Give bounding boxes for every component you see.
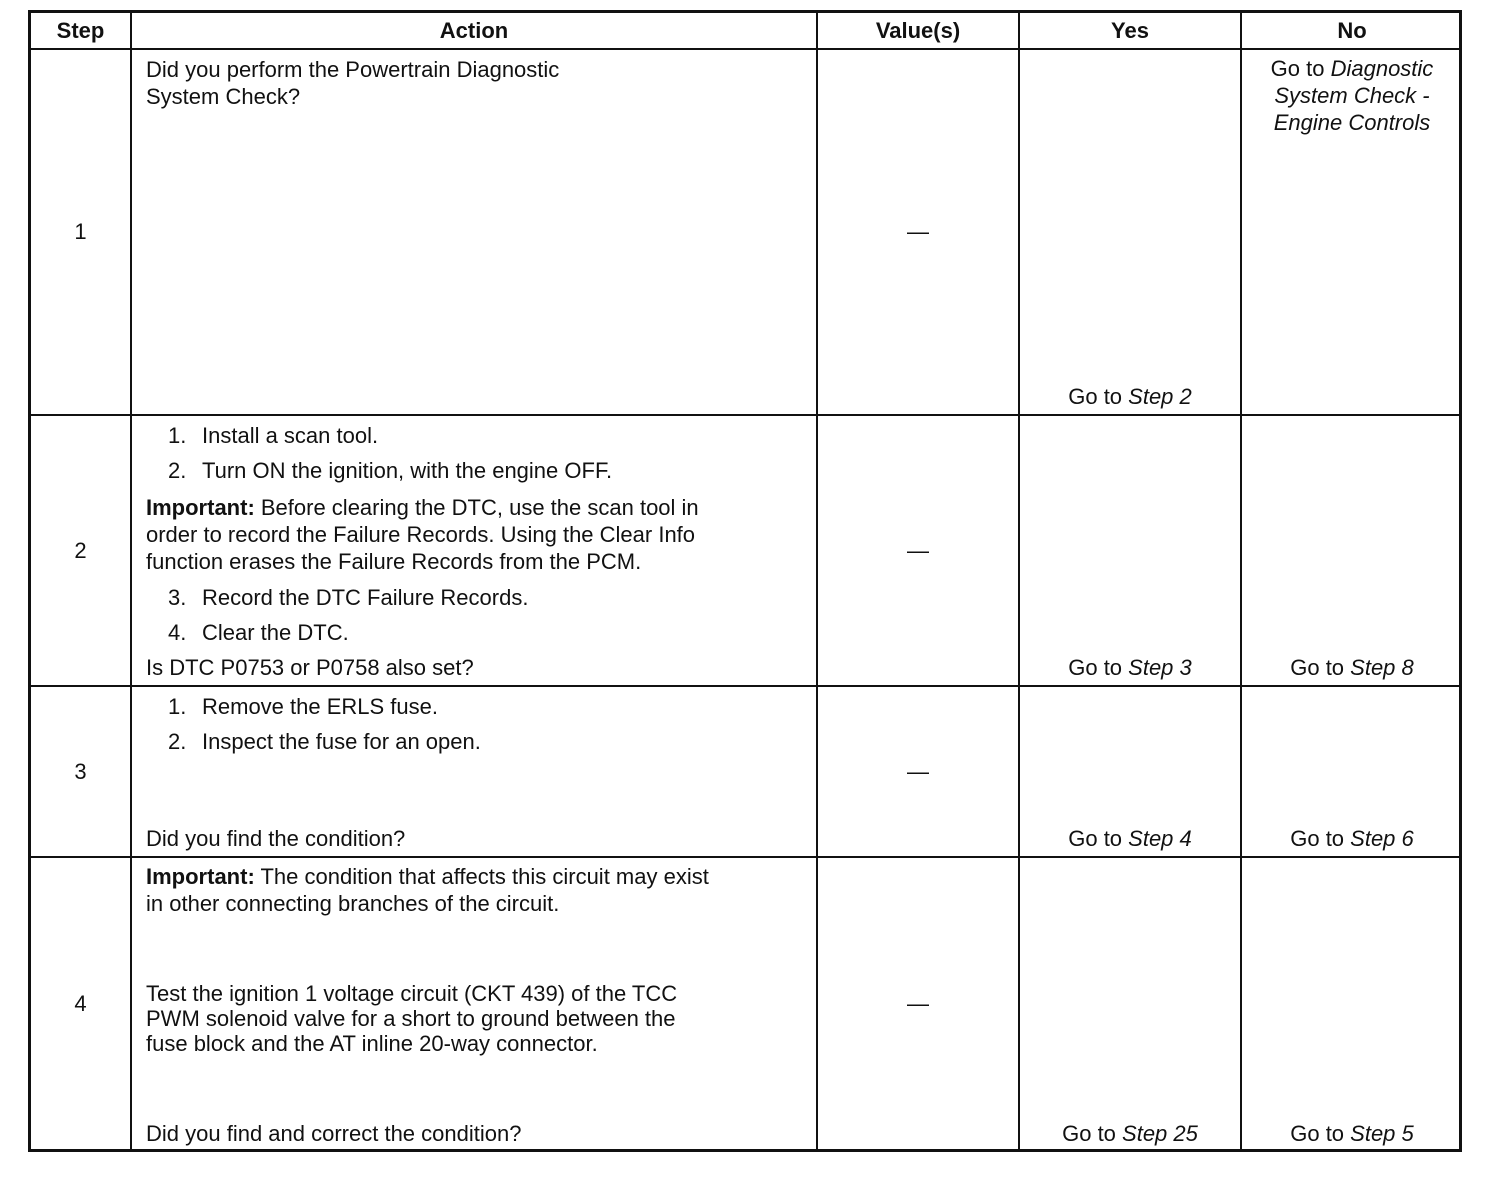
step-number: 3 bbox=[74, 758, 87, 784]
test-text: PWM solenoid valve for a short to ground between the bbox=[146, 1006, 676, 1031]
value-cell: — bbox=[907, 758, 929, 784]
goto-prefix: Go to bbox=[1290, 826, 1351, 851]
value-cell: — bbox=[907, 990, 929, 1016]
list-item bbox=[168, 422, 806, 449]
list-number: 1. bbox=[168, 694, 187, 719]
step-number: 1 bbox=[74, 219, 87, 244]
header-action: Action bbox=[439, 18, 509, 43]
list-item bbox=[168, 728, 806, 755]
test-text: Test the ignition 1 voltage circuit (CKT 439) of the TCC bbox=[146, 981, 678, 1006]
yes-goto bbox=[1020, 825, 1240, 852]
goto-step-link[interactable]: Step 2 bbox=[1128, 384, 1192, 409]
yes-goto bbox=[1020, 383, 1240, 410]
goto-prefix: Go to bbox=[1062, 1121, 1123, 1146]
action-question: Is DTC P0753 or P0758 also set? bbox=[146, 655, 474, 680]
yes-cell bbox=[1020, 687, 1240, 856]
list-text: Clear the DTC. bbox=[202, 620, 349, 645]
goto-step-link[interactable]: Step 6 bbox=[1350, 826, 1414, 851]
action-text: System Check? bbox=[146, 84, 301, 109]
list-number: 3. bbox=[168, 585, 187, 610]
list-text: Turn ON the ignition, with the engine OFF. bbox=[202, 458, 613, 483]
goto-step-link[interactable]: Step 5 bbox=[1350, 1121, 1414, 1146]
list-item bbox=[168, 584, 806, 611]
action-text: Did you perform the Powertrain Diagnostic bbox=[146, 57, 560, 82]
goto-step-link[interactable]: System Check - bbox=[1274, 83, 1430, 108]
no-cell bbox=[1242, 858, 1462, 1149]
goto-prefix: Go to bbox=[1290, 1121, 1351, 1146]
value-cell: — bbox=[907, 537, 929, 563]
action-cell bbox=[132, 858, 816, 1149]
list-number: 2. bbox=[168, 729, 187, 754]
list-text: Remove the ERLS fuse. bbox=[202, 694, 439, 719]
yes-goto bbox=[1020, 654, 1240, 681]
goto-step-link[interactable]: Step 8 bbox=[1350, 655, 1414, 680]
no-goto bbox=[1242, 55, 1462, 82]
header-values: Value(s) bbox=[875, 18, 961, 43]
test-text: fuse block and the AT inline 20-way connector. bbox=[146, 1031, 598, 1056]
goto-step-link[interactable]: Step 4 bbox=[1128, 826, 1192, 851]
yes-cell bbox=[1020, 416, 1240, 685]
header-yes: Yes bbox=[1111, 18, 1149, 43]
no-cell bbox=[1242, 50, 1462, 414]
list-number: 2. bbox=[168, 458, 187, 483]
list-item bbox=[168, 457, 806, 484]
step-number: 4 bbox=[74, 990, 87, 1016]
step-number: 2 bbox=[74, 537, 87, 563]
list-text: Inspect the fuse for an open. bbox=[202, 729, 481, 754]
important-text: in other connecting branches of the circuit. bbox=[146, 891, 560, 916]
no-cell bbox=[1242, 416, 1462, 685]
list-item bbox=[168, 619, 806, 646]
no-goto bbox=[1242, 825, 1462, 852]
list-text: Record the DTC Failure Records. bbox=[202, 585, 529, 610]
header-step: Step bbox=[56, 18, 105, 43]
action-cell bbox=[132, 50, 816, 414]
value-cell: — bbox=[907, 219, 929, 244]
action-cell bbox=[132, 687, 816, 856]
yes-goto bbox=[1020, 1120, 1240, 1147]
action-cell bbox=[132, 416, 816, 685]
diagnostic-table bbox=[28, 10, 1462, 1152]
goto-prefix: Go to bbox=[1290, 655, 1351, 680]
important-label: Important: bbox=[146, 495, 255, 520]
goto-step-link[interactable]: Diagnostic bbox=[1330, 56, 1434, 81]
goto-step-link[interactable]: Step 25 bbox=[1122, 1121, 1198, 1146]
list-number: 1. bbox=[168, 423, 187, 448]
action-question: Did you find and correct the condition? bbox=[146, 1121, 522, 1146]
list-text: Install a scan tool. bbox=[202, 423, 379, 448]
important-text: order to record the Failure Records. Using the Clear Info bbox=[146, 522, 696, 547]
goto-prefix: Go to bbox=[1068, 826, 1129, 851]
goto-step-link[interactable]: Engine Controls bbox=[1273, 110, 1431, 135]
important-note bbox=[146, 863, 806, 890]
important-text: Before clearing the DTC, use the scan tool in bbox=[254, 495, 699, 520]
goto-prefix: Go to bbox=[1068, 655, 1129, 680]
goto-step-link[interactable]: Step 3 bbox=[1128, 655, 1192, 680]
goto-prefix: Go to bbox=[1068, 384, 1129, 409]
important-note bbox=[146, 494, 806, 521]
goto-prefix: Go to bbox=[1270, 56, 1331, 81]
header-no: No bbox=[1337, 18, 1367, 43]
no-goto bbox=[1242, 1120, 1462, 1147]
list-item bbox=[168, 693, 806, 720]
yes-cell bbox=[1020, 858, 1240, 1149]
no-cell bbox=[1242, 687, 1462, 856]
list-number: 4. bbox=[168, 620, 187, 645]
important-text: The condition that affects this circuit may exist bbox=[254, 864, 709, 889]
important-text: function erases the Failure Records from the PCM. bbox=[146, 549, 642, 574]
yes-cell bbox=[1020, 50, 1240, 414]
no-goto bbox=[1242, 654, 1462, 681]
action-question: Did you find the condition? bbox=[146, 826, 406, 851]
important-label: Important: bbox=[146, 864, 255, 889]
